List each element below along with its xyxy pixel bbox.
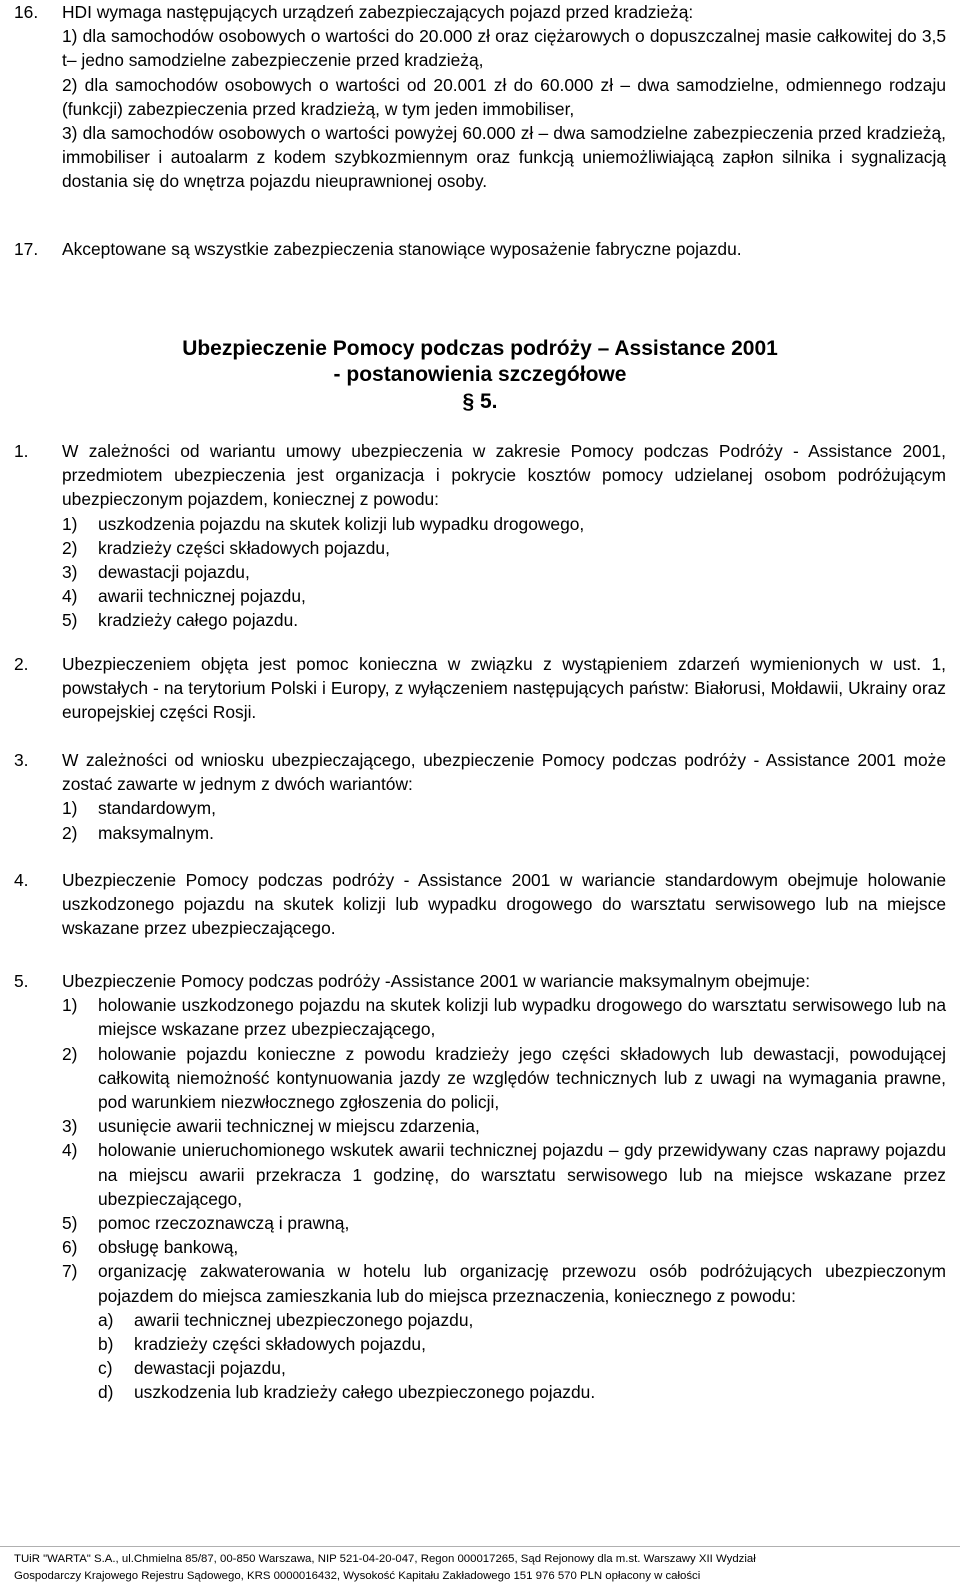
paragraph-2 xyxy=(14,652,946,725)
paragraph-4 xyxy=(14,868,946,941)
paragraph-number: 1. xyxy=(14,441,29,461)
sub-list-item: a) awarii technicznej ubezpieczonego pojazdu, xyxy=(98,1309,474,1330)
list-item: 4) holowanie unieruchomionego wskutek awarii technicznej pojazdu – gdy przewidywany czas naprawy pojazdu na miejscu awarii przekracza 1 godzinę, do warsztatu serwisowego lub na miejsce wskazane przez ubezpieczającego, xyxy=(62,1140,946,1209)
list-item: 1) standardowym, xyxy=(62,798,216,819)
section-heading-line2: - postanowienia szczegółowe xyxy=(333,363,627,386)
list-item: 5) pomoc rzeczoznawczą i prawną, xyxy=(62,1213,350,1234)
paragraph-body: Ubezpieczeniem objęta jest pomoc konieczna w związku z wystąpieniem zdarzeń wymienionych w ust. 1, powstałych - na terytorium Polski i Europy, z wyłączeniem następujących państw: Białorusi, Mołdawii, Ukrainy oraz europejskiej części Rosji. xyxy=(62,654,946,723)
section-number: 17. xyxy=(14,239,39,259)
paragraph-text: W zależności od wariantu umowy ubezpieczenia w zakresie Pomocy podczas Podróży - Assistance 2001, przedmiotem ubezpieczenia jest organizacja i pokrycie kosztów pomocy udzielanej osobom podróżującym ubezpieczonym pojazdem, koniecznej z powodu: xyxy=(62,441,946,510)
list-item: 2) holowanie pojazdu konieczne z powodu kradzieży jego części składowych lub dewastacji, powodującej całkowitą niemożność kontynuowania jazdy ze względów technicznych lub z uwagi na wymagania prawne, pod warunkiem niezwłocznego zgłoszenia do policji, xyxy=(62,1043,946,1113)
section-heading-paragraph: § 5. xyxy=(462,390,498,413)
sub-list-item: b) kradzieży części składowych pojazdu, xyxy=(98,1334,426,1355)
section-body: Akceptowane są wszystkie zabezpieczenia stanowiące wyposażenie fabryczne pojazdu. xyxy=(62,239,742,259)
list-item: 5) kradzieży całego pojazdu. xyxy=(62,610,299,631)
footer-divider xyxy=(0,1546,960,1547)
section-body xyxy=(62,0,946,194)
section-heading-line1: Ubezpieczenie Pomocy podczas podróży – Assistance 2001 xyxy=(182,337,778,360)
paragraph-number: 4. xyxy=(14,870,29,890)
list-item: 3) usunięcie awarii technicznej w miejscu zdarzenia, xyxy=(62,1116,480,1137)
list-item: 2) maksymalnym. xyxy=(62,822,214,843)
sub-list-item: c) dewastacji pojazdu, xyxy=(98,1358,286,1379)
paragraph-5 xyxy=(14,969,946,1405)
section-intro: HDI wymaga następujących urządzeń zabezpieczających pojazd przed kradzieżą: xyxy=(62,2,694,22)
list-item: 2) kradzieży części składowych pojazdu, xyxy=(62,537,390,558)
section-number: 16. xyxy=(14,2,39,22)
paragraph-body: Ubezpieczenie Pomocy podczas podróży - Assistance 2001 w wariancie standardowym obejmuje holowanie uszkodzonego pojazdu na skutek kolizji lub wypadku drogowego do warsztatu serwisowego lub na miejsce wskazane przez ubezpieczającego. xyxy=(62,870,946,939)
list-item: 3) dla samochodów osobowych o wartości powyżej 60.000 zł – dwa samodzielne zabezpieczenia przed kradzieżą, immobiliser i autoalarm z kodem szybkozmiennym oraz funkcją uniemożliwiającą zapłon silnika i sygnalizacją dostania się do wnętrza pojazdu nieuprawnionej osoby. xyxy=(62,123,946,192)
list-item: 3) dewastacji pojazdu, xyxy=(62,562,250,583)
list-item: 1) holowanie uszkodzonego pojazdu na skutek kolizji lub wypadku drogowego do warsztatu serwisowego lub na miejsce wskazane przez ubezpieczającego, xyxy=(62,995,946,1040)
list-item: 1) dla samochodów osobowych o wartości do 20.000 zł oraz ciężarowych o dopuszczalnej masie całkowitej do 3,5 t– jedno samodzielne zabezpieczenie przed kradzieżą, xyxy=(62,26,946,71)
paragraph-number: 5. xyxy=(14,971,29,991)
paragraph-number: 2. xyxy=(14,654,29,674)
footer-line-1: TUiR "WARTA" S.A., ul.Chmielna 85/87, 00-850 Warszawa, NIP 521-04-20-047, Regon 000017265, Sąd Rejonowy dla m.st. Warszawy XII Wydział xyxy=(14,1553,756,1565)
sub-list-item: d) uszkodzenia lub kradzieży całego ubezpieczonego pojazdu. xyxy=(98,1382,596,1403)
paragraph-text: Ubezpieczenie Pomocy podczas podróży -Assistance 2001 w wariancie maksymalnym obejmuje: xyxy=(62,971,811,991)
paragraph-body xyxy=(62,969,946,1405)
paragraph-1 xyxy=(14,439,946,633)
footer-line-2: Gospodarczy Krajowego Rejestru Sądowego, KRS 0000016432, Wysokość Kapitału Zakładowego 151 976 570 PLN opłacony w całości xyxy=(14,1570,701,1582)
sub-list xyxy=(98,1308,946,1405)
list-item: 4) awarii technicznej pojazdu, xyxy=(62,586,306,607)
list-item: 7) organizację zakwaterowania w hotelu lub organizację przewozu osób podróżujących ubezpieczonym pojazdem do miejsca zamieszkania lub do miejsca przeznaczenia, koniecznego z powodu: xyxy=(62,1261,946,1306)
list-item: 1) uszkodzenia pojazdu na skutek kolizji lub wypadku drogowego, xyxy=(62,513,585,534)
section-16 xyxy=(14,0,946,194)
paragraph-body xyxy=(62,748,946,845)
paragraph-number: 3. xyxy=(14,750,29,770)
list-item: 2) dla samochodów osobowych o wartości od 20.001 zł do 60.000 zł – dwa samodzielne, odmiennego rodzaju (funkcji) zabezpieczenia przed kradzieżą, w tym jeden immobiliser, xyxy=(62,74,946,119)
section-17 xyxy=(14,237,946,261)
paragraph-body xyxy=(62,439,946,633)
paragraph-3 xyxy=(14,748,946,845)
list-item: 6) obsługę bankową, xyxy=(62,1237,239,1258)
paragraph-text: W zależności od wniosku ubezpieczającego, ubezpieczenie Pomocy podczas podróży - Assistance 2001 może zostać zawarte w jednym z dwóch wariantów: xyxy=(62,750,946,795)
